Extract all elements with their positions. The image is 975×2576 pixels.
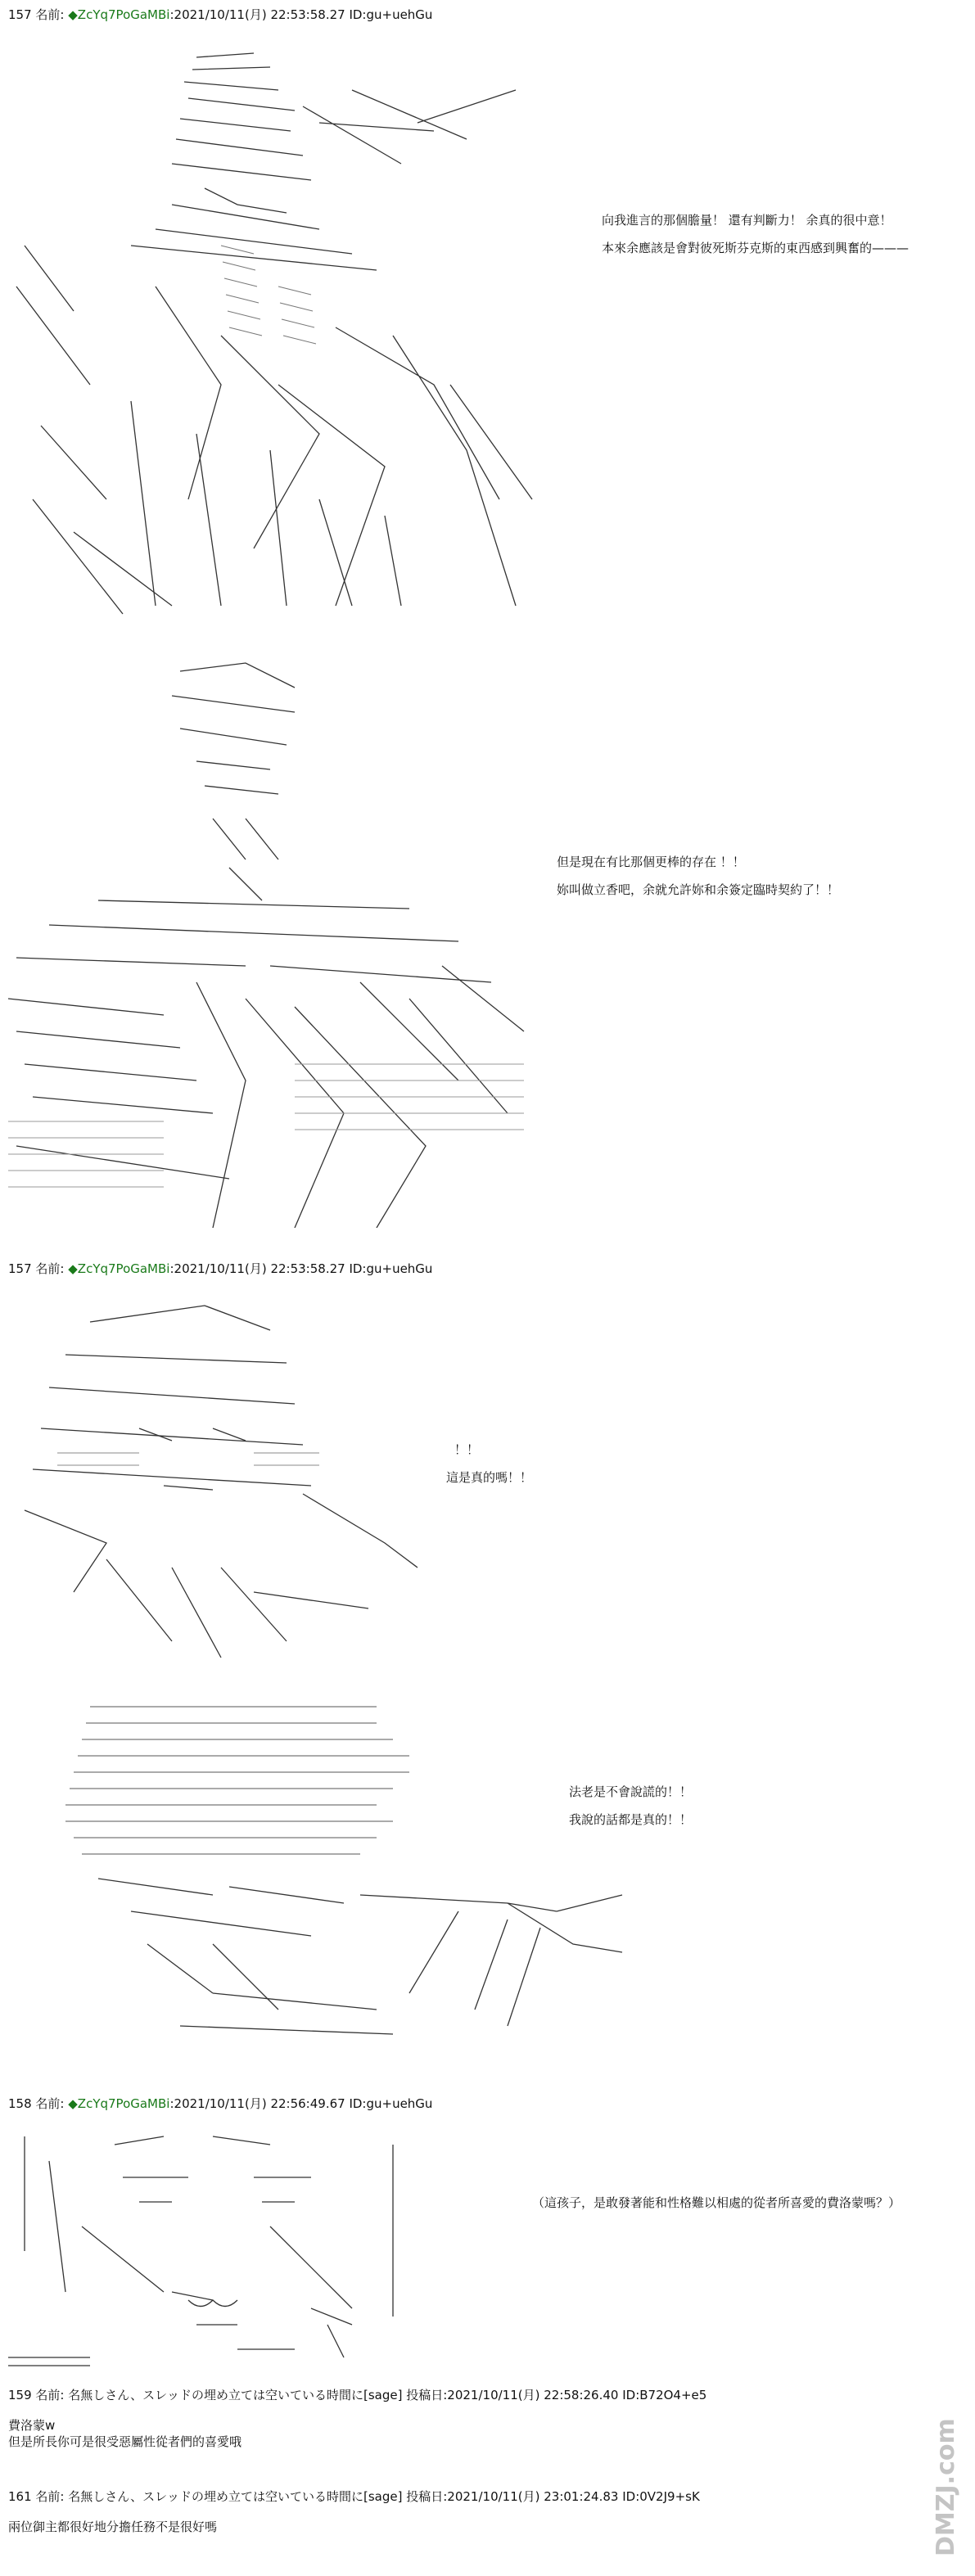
post-trip[interactable]: ◆ZcYq7PoGaMBi	[68, 1261, 170, 1276]
post-header	[8, 7, 432, 23]
dialogue-line: 但是現在有比那個更棒的存在 ！！	[557, 855, 745, 869]
dialogue-line: 這是真的嗎！！	[446, 1470, 533, 1485]
post-meta: 名無しさん、スレッドの埋め立ては空いている時間に[sage] 投稿日:2021/10/11(月) 22:58:26.40 ID:B72O4+e5	[68, 2388, 707, 2402]
post-header	[8, 1261, 432, 1277]
post-header	[8, 2488, 700, 2505]
dialogue-line: （這孩子，是敢發著能和性格難以相處的從者所喜愛的費洛蒙嗎？）	[532, 2195, 901, 2210]
post-number: 158	[8, 2096, 32, 2111]
post-trip[interactable]: ◆ZcYq7PoGaMBi	[68, 2096, 170, 2111]
dialogue-line: 法老是不會說謊的！！	[569, 1784, 693, 1799]
dialogue-line: ！！	[454, 1442, 480, 1457]
post-header	[8, 2387, 706, 2403]
post-name-label: 名前:	[35, 2388, 65, 2402]
post-number: 157	[8, 7, 32, 22]
post-meta: 名無しさん、スレッドの埋め立ては空いている時間に[sage] 投稿日:2021/10/11(月) 23:01:24.83 ID:0V2J9+sK	[68, 2489, 700, 2504]
post-meta: :2021/10/11(月) 22:53:58.27 ID:gu+uehGu	[169, 7, 433, 22]
post-name-label: 名前:	[35, 1261, 65, 1276]
reply-text: 兩位御主都很好地分擔任務不是很好嗎	[8, 2520, 218, 2534]
reply-text: 但是所長你可是很受惡屬性從者們的喜愛哦	[8, 2434, 242, 2449]
watermark-logo	[926, 2396, 965, 2560]
dialogue-line: 妳叫做立香吧，余就允許妳和余簽定臨時契約了！！	[557, 882, 840, 897]
ascii-art-girl-surprised	[8, 1297, 434, 1682]
ascii-art-two-faces	[0, 2128, 442, 2374]
post-meta: :2021/10/11(月) 22:56:49.67 ID:gu+uehGu	[169, 2096, 433, 2111]
post-name-label: 名前:	[35, 2096, 65, 2111]
watermark-text: DMZJ.com	[932, 2418, 960, 2556]
post-number: 157	[8, 1261, 32, 1276]
post-meta: :2021/10/11(月) 22:53:58.27 ID:gu+uehGu	[169, 1261, 433, 1276]
post-header	[8, 2096, 432, 2112]
post-trip[interactable]: ◆ZcYq7PoGaMBi	[68, 7, 170, 22]
post-name-label: 名前:	[35, 2489, 65, 2504]
dialogue-line: 本來余應該是會對彼死斯芬克斯的東西感到興奮的———	[602, 241, 910, 255]
dialogue-line: 向我進言的那個膽量！ 還有判斷力！ 余真的很中意！	[602, 213, 892, 228]
dialogue-line: 我說的話都是真的！！	[569, 1812, 693, 1827]
post-name-label: 名前:	[35, 7, 65, 22]
ascii-art-pharaoh-pointing	[8, 41, 548, 630]
post-number: 161	[8, 2489, 32, 2504]
ascii-art-pharaoh-reaching	[0, 655, 540, 1228]
post-number: 159	[8, 2388, 32, 2402]
reply-text: 費洛蒙w	[8, 2418, 56, 2433]
ascii-art-pharaoh-smug	[49, 1699, 704, 2042]
